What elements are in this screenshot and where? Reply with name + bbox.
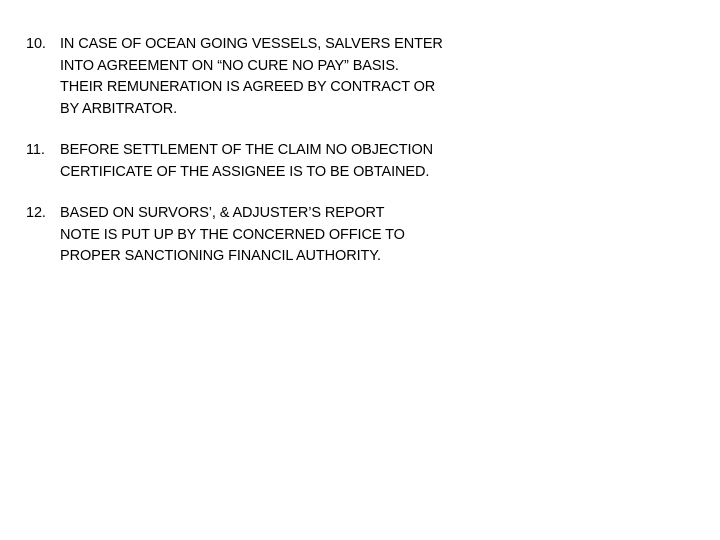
item-number: 11.: [26, 142, 45, 158]
item-text: [60, 140, 466, 183]
item-number: 10.: [26, 36, 46, 52]
list-item-12: [26, 203, 466, 268]
text-line: CERTIFICATE OF THE ASSIGNEE IS TO BE OBTAINED.: [60, 163, 430, 180]
numbered-list: [26, 34, 466, 268]
item-number: 12.: [26, 205, 46, 221]
text-line: BY ARBITRATOR.: [60, 100, 178, 117]
text-line: BASED ON SURVORS’, & ADJUSTER’S REPORT: [60, 205, 385, 221]
text-line: PROPER SANCTIONING FINANCIL AUTHORITY.: [60, 248, 381, 264]
list-item-10: [26, 34, 466, 120]
text-line: INTO AGREEMENT ON “NO CURE NO PAY” BASIS.: [60, 57, 399, 74]
text-line: NOTE IS PUT UP BY THE CONCERNED OFFICE TO: [60, 226, 405, 243]
item-text: [60, 34, 466, 120]
text-line: THEIR REMUNERATION IS AGREED BY CONTRACT OR: [60, 79, 436, 95]
text-line: BEFORE SETTLEMENT OF THE CLAIM NO OBJECTION: [60, 142, 434, 158]
text-line: IN CASE OF OCEAN GOING VESSELS, SALVERS ENTER: [60, 36, 443, 52]
list-item-11: [26, 140, 466, 183]
item-text: [60, 203, 466, 268]
